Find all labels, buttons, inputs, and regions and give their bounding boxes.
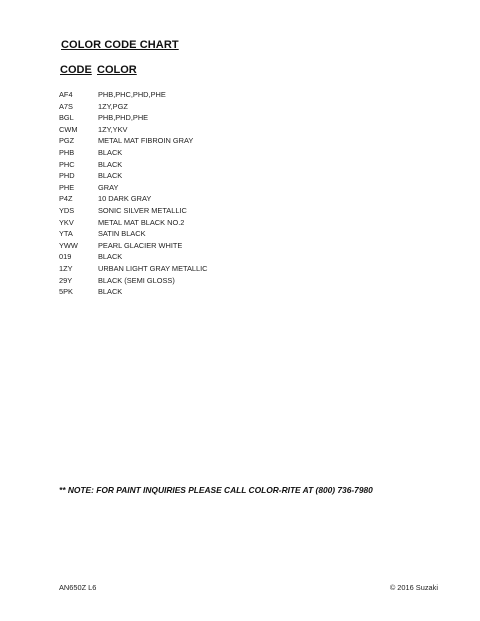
color-code-table <box>59 89 208 298</box>
table-row <box>59 251 208 263</box>
code-cell: YWW <box>59 240 78 250</box>
model-code-footer: AN650Z L6 <box>59 583 97 592</box>
color-cell: URBAN LIGHT GRAY METALLIC <box>98 263 208 273</box>
code-cell: YKV <box>59 217 74 227</box>
code-column-header: CODE <box>60 64 92 76</box>
color-cell: 10 DARK GRAY <box>98 194 152 204</box>
table-row <box>59 101 208 113</box>
color-cell: 1ZY,PGZ <box>98 101 128 111</box>
code-cell: P4Z <box>59 194 73 204</box>
code-cell: PGZ <box>59 136 75 146</box>
table-row <box>59 275 208 287</box>
table-row <box>59 217 208 229</box>
table-row <box>59 205 208 217</box>
color-cell: PHB,PHD,PHE <box>98 113 149 123</box>
code-cell: 019 <box>59 252 72 262</box>
table-row <box>59 112 208 124</box>
code-cell: AF4 <box>59 90 73 99</box>
code-cell: A7S <box>59 101 73 111</box>
color-cell: 1ZY,YKV <box>98 124 128 134</box>
color-cell: BLACK <box>98 159 123 169</box>
color-cell: PEARL GLACIER WHITE <box>98 240 183 250</box>
code-cell: PHC <box>59 159 75 169</box>
code-cell: 1ZY <box>59 263 73 273</box>
color-cell: BLACK (SEMI GLOSS) <box>98 275 175 285</box>
paint-inquiry-note: ** NOTE: FOR PAINT INQUIRIES PLEASE CALL COLOR-RITE AT (800) 736-7980 <box>59 485 373 495</box>
table-row <box>59 240 208 252</box>
color-cell: GRAY <box>98 182 119 192</box>
code-cell: BGL <box>59 113 74 123</box>
code-cell: YDS <box>59 205 75 215</box>
table-row <box>59 286 208 298</box>
color-cell: METAL MAT BLACK NO.2 <box>98 217 185 227</box>
table-row <box>59 147 208 159</box>
color-column-header: COLOR <box>97 64 137 76</box>
code-cell: CWM <box>59 124 78 134</box>
table-row <box>59 182 208 194</box>
code-cell: 29Y <box>59 275 73 285</box>
table-row <box>59 159 208 171</box>
table-row <box>59 263 208 275</box>
color-cell: BLACK <box>98 287 123 297</box>
code-cell: 5PK <box>59 287 73 297</box>
table-row <box>59 228 208 240</box>
code-cell: PHB <box>59 147 75 157</box>
table-row <box>59 124 208 136</box>
table-row <box>59 89 208 101</box>
color-cell: SONIC SILVER METALLIC <box>98 205 187 215</box>
code-cell: PHE <box>59 182 75 192</box>
color-cell: BLACK <box>98 252 123 262</box>
code-cell: PHD <box>59 171 75 181</box>
table-row <box>59 135 208 147</box>
copyright-footer: © 2016 Suzaki <box>389 583 438 592</box>
color-cell: BLACK <box>98 147 123 157</box>
color-cell: SATIN BLACK <box>98 229 146 239</box>
color-cell: BLACK <box>98 171 123 181</box>
color-cell: METAL MAT FIBROIN GRAY <box>98 136 194 146</box>
table-row <box>59 193 208 205</box>
table-row <box>59 170 208 182</box>
chart-title: COLOR CODE CHART <box>61 39 179 51</box>
color-cell: PHB,PHC,PHD,PHE <box>98 90 166 99</box>
code-cell: YTA <box>59 229 73 239</box>
